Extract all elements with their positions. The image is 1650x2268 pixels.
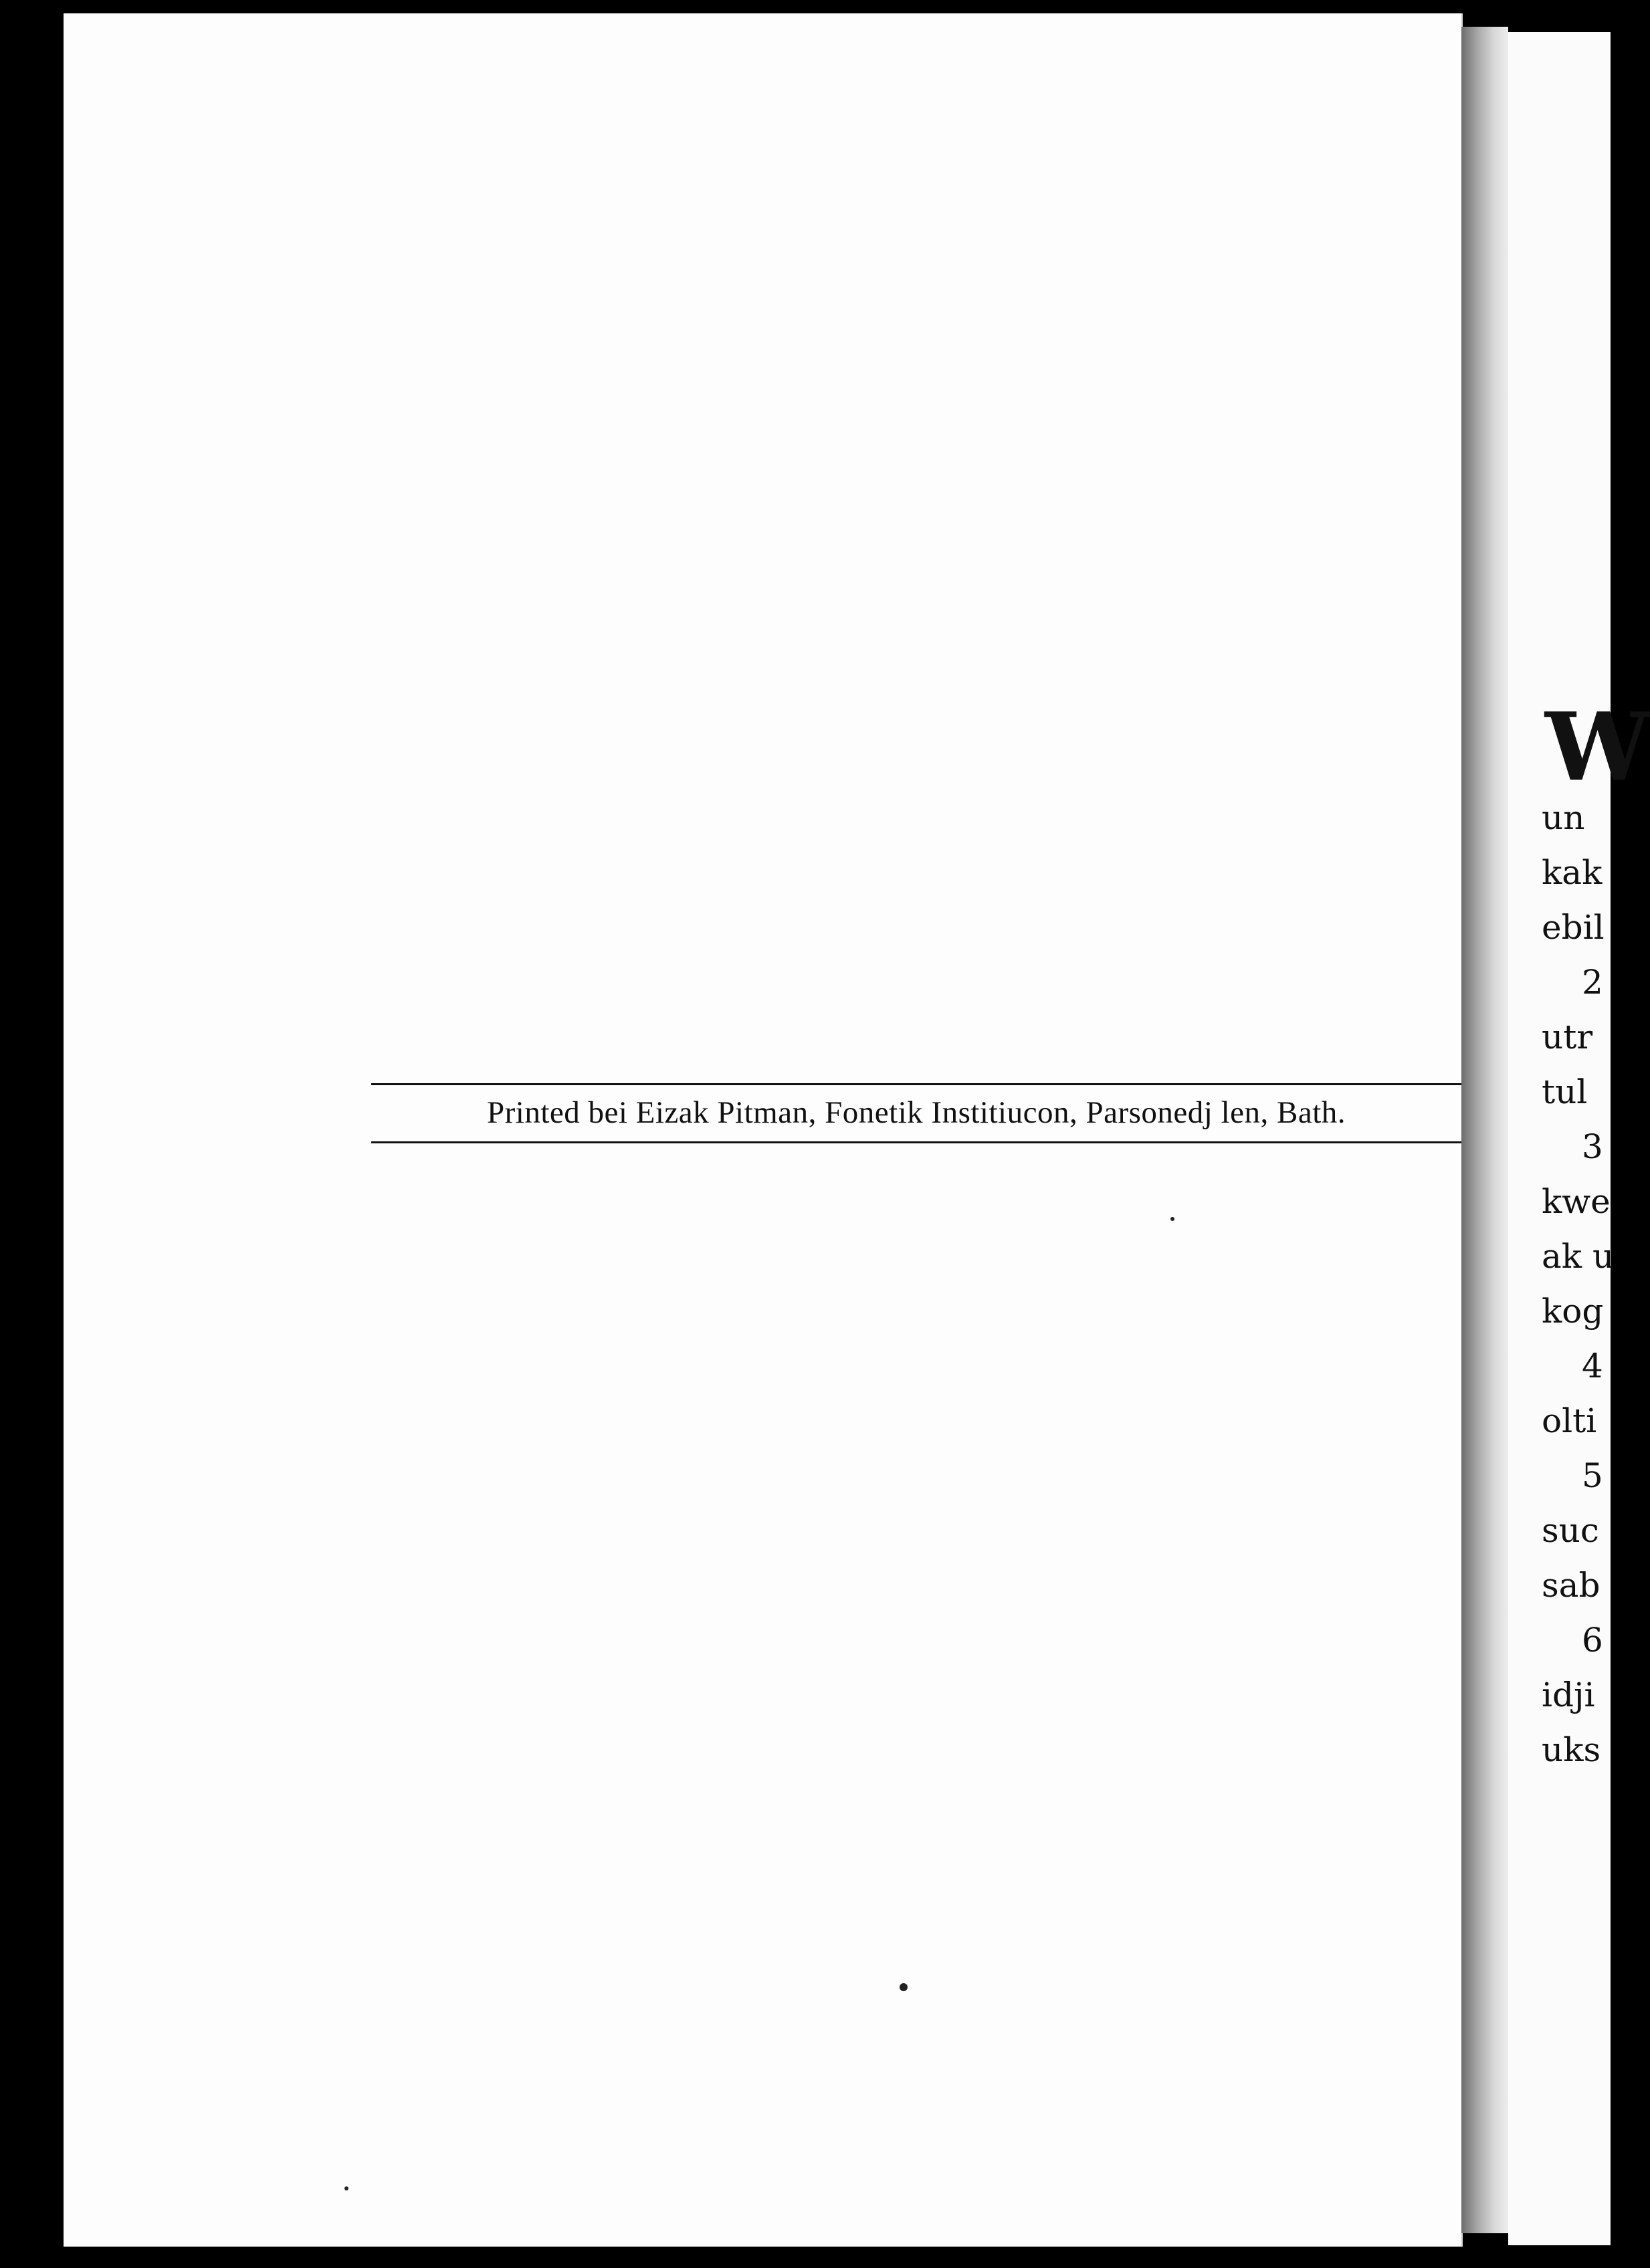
facing-line: suc: [1542, 1511, 1599, 1550]
page-gutter: [1461, 27, 1508, 2233]
ink-speck: [900, 1983, 908, 1991]
facing-line: 4: [1582, 1347, 1603, 1385]
facing-line: kwe: [1542, 1182, 1611, 1221]
facing-page: [1508, 32, 1650, 2245]
facing-line: tul: [1542, 1072, 1588, 1111]
facing-dropcap: W: [1545, 693, 1650, 802]
facing-line: olti: [1542, 1401, 1597, 1440]
facing-line: 6: [1582, 1621, 1603, 1660]
facing-line: uks: [1542, 1730, 1601, 1769]
facing-line: un: [1542, 798, 1585, 837]
facing-line: 2: [1582, 963, 1603, 1002]
facing-line: utr: [1542, 1018, 1593, 1056]
facing-line: 3: [1582, 1127, 1603, 1166]
bottom-rule: [371, 1141, 1461, 1143]
facing-line: sab: [1542, 1566, 1601, 1605]
facing-line: 5: [1582, 1456, 1603, 1495]
left-page: [64, 13, 1463, 2247]
facing-line: kog: [1542, 1292, 1604, 1331]
facing-line: ak u: [1542, 1237, 1615, 1276]
facing-line: kak: [1542, 853, 1603, 892]
ink-speck: [344, 2186, 348, 2190]
imprint-block: [371, 1083, 1461, 1143]
facing-line: idji: [1542, 1676, 1595, 1714]
printer-imprint: Printed bei Eizak Pitman, Fonetik Institiucon, Parsonedj len, Bath.: [486, 1095, 1346, 1130]
ink-speck: [1170, 1217, 1174, 1221]
top-rule: [371, 1083, 1461, 1085]
facing-line: ebil: [1542, 908, 1605, 947]
